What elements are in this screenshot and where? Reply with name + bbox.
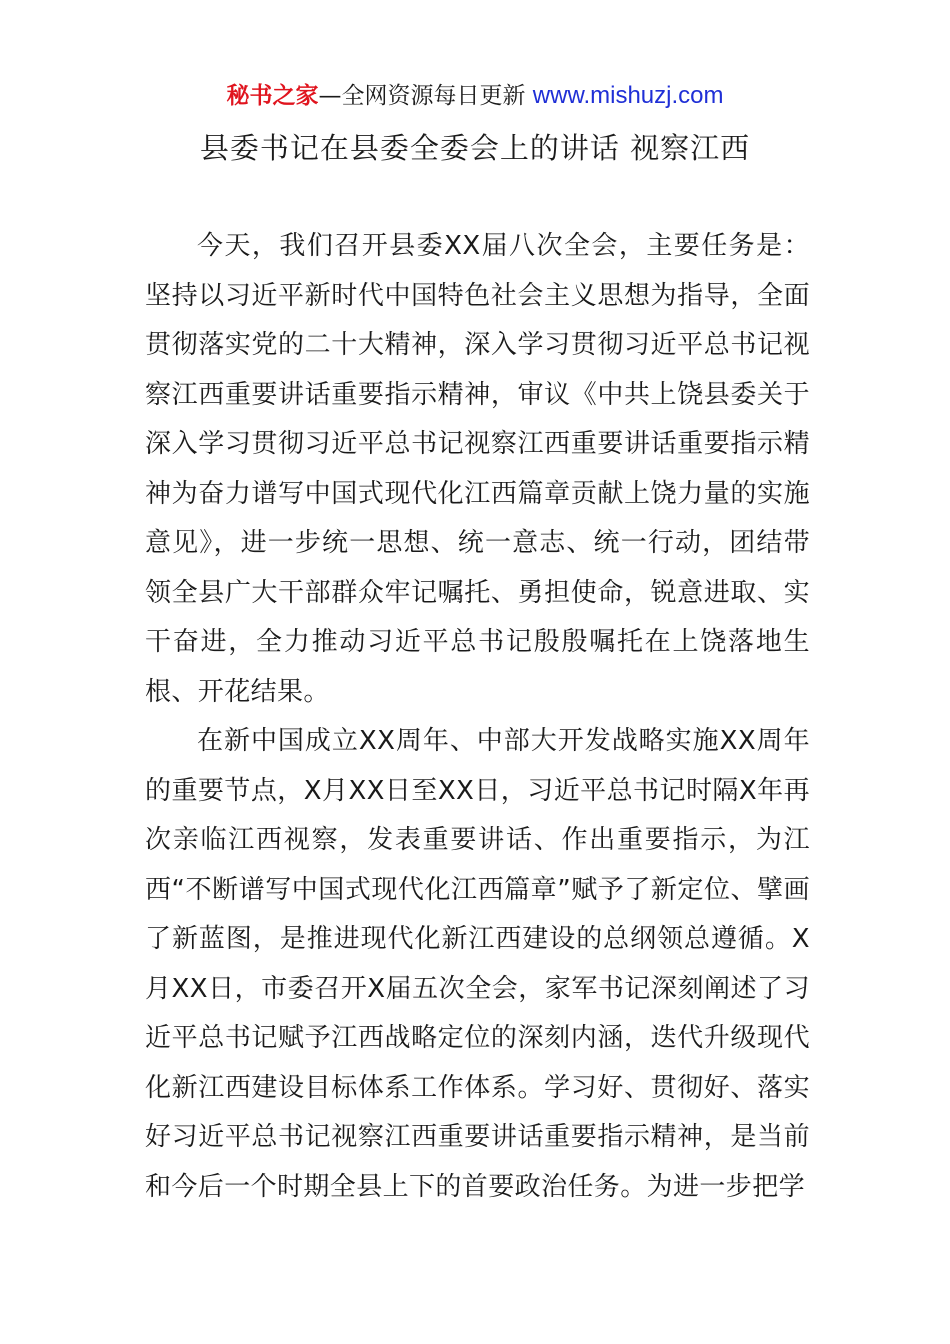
paragraph: 在新中国成立XX周年、中部大开发战略实施XX周年的重要节点，X月XX日至XX日，习近平总书记时隔X年再次亲临江西视察，发表重要讲话、作出重要指示，为江西“不断谱写中国式现代化江西篇章”赋予了新定位、擘画了新蓝图，是推进现代化新江西建设的总纲领总遵循。X月XX日，市委召开X届五次全会，家军书记深刻阐述了习近平总书记赋予江西战略定位的深刻内涵，迭代升级现代化新江西建设目标体系工作体系。学习好、贯彻好、落实好习近平总书记视察江西重要讲话重要指示精神，是当前和今后一个时期全县上下的首要政治任务。为进一步把学	[145, 726, 810, 1202]
site-header	[0, 80, 950, 112]
site-brand: 秘书之家	[226, 83, 319, 109]
document-body	[145, 222, 810, 1212]
site-url-link[interactable]: www.mishuzj.com	[532, 82, 724, 109]
document-title: 县委书记在县委全委会上的讲话 视察江西	[199, 131, 751, 165]
paragraph: 今天，我们召开县委XX届八次全会，主要任务是：坚持以习近平新时代中国特色社会主义思想为指导，全面贯彻落实党的二十大精神，深入学习贯彻习近平总书记视察江西重要讲话重要指示精神，审议《中共上饶县委关于深入学习贯彻习近平总书记视察江西重要讲话重要指示精神为奋力谱写中国式现代化江西篇章贡献上饶力量的实施意见》，进一步统一思想、统一意志、统一行动，团结带领全县广大干部群众牢记嘱托、勇担使命，锐意进取、实干奋进，全力推动习近平总书记殷殷嘱托在上饶落地生根、开花结果。	[145, 231, 810, 707]
site-tagline: —全网资源每日更新	[318, 83, 526, 109]
